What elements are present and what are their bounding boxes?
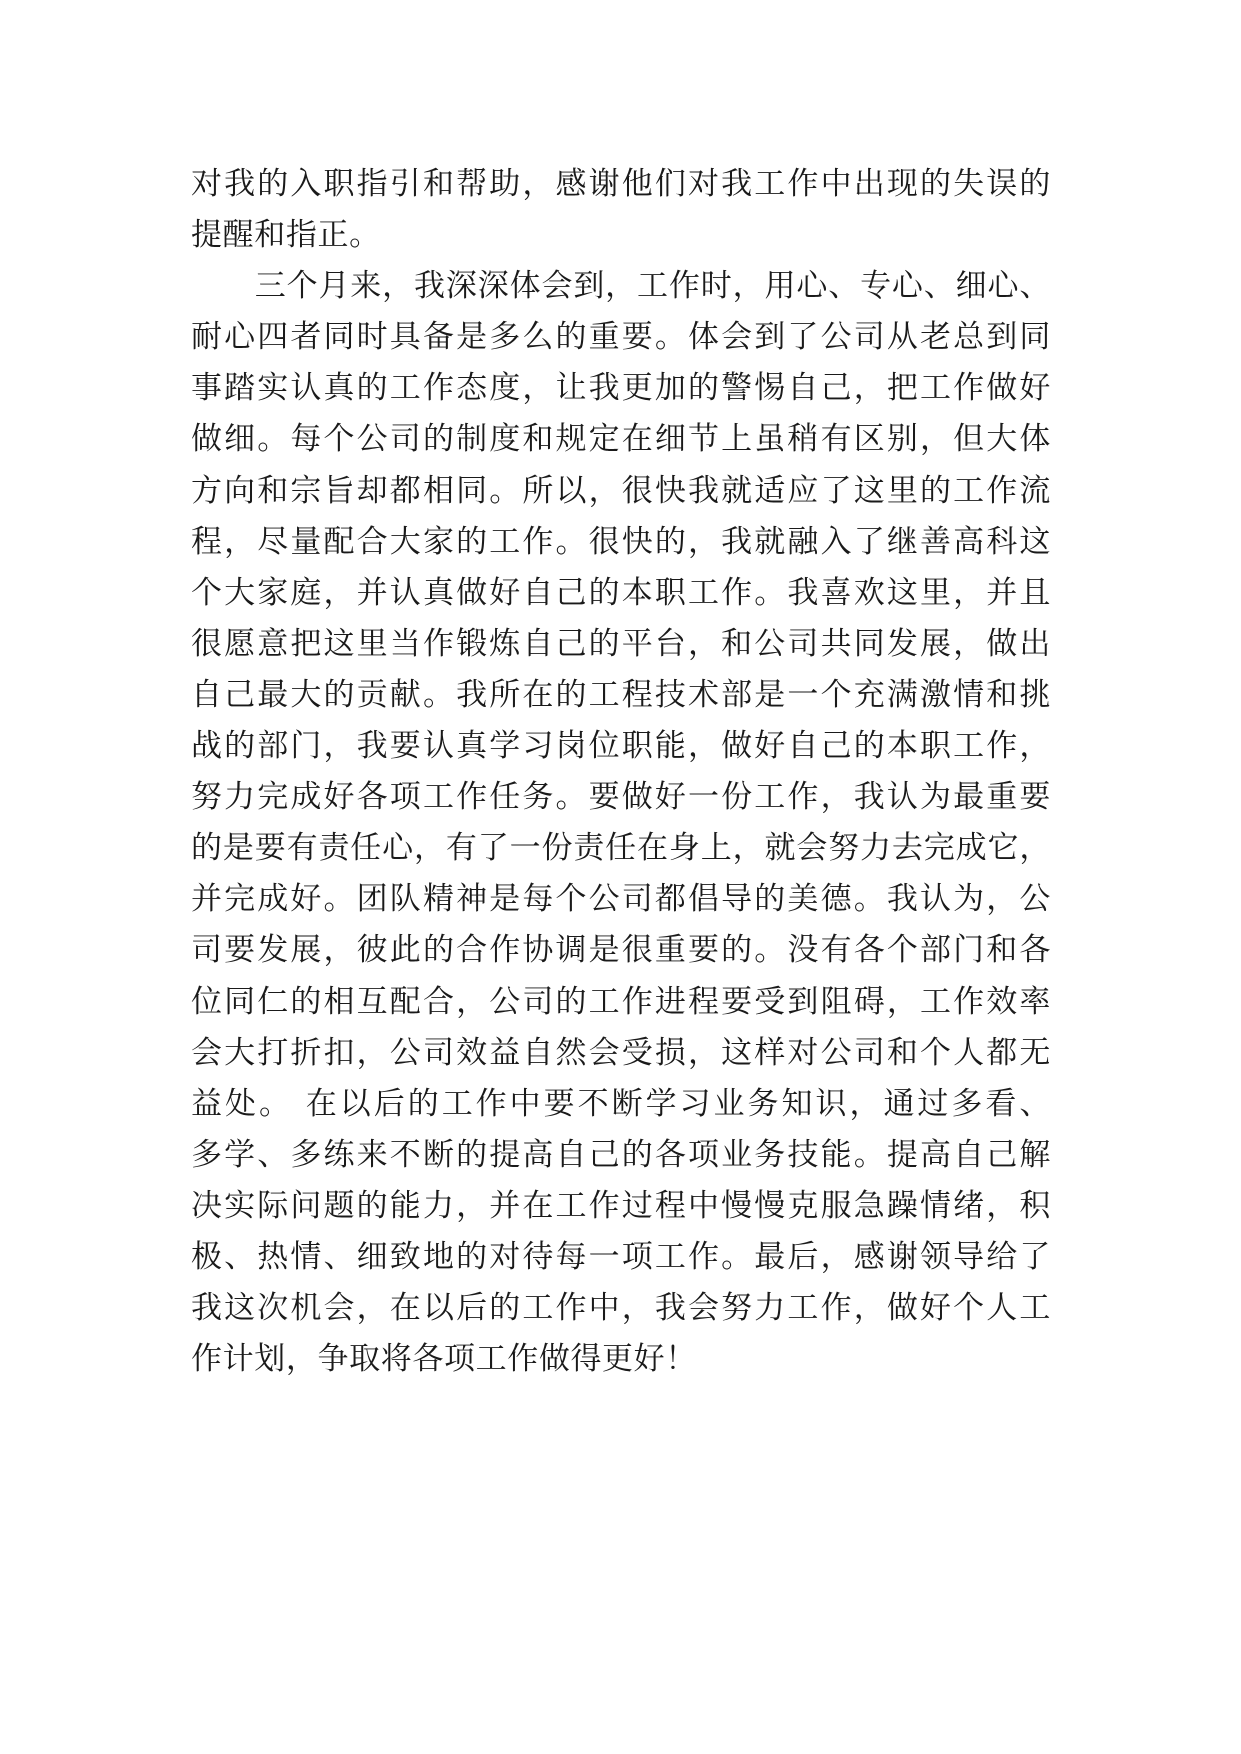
text-line: 提醒和指正。 — [191, 217, 381, 254]
text-line: 司要发展，彼此的合作协调是很重要的。没有各个部门和各 — [191, 932, 1051, 969]
text-line: 事踏实认真的工作态度，让我更加的警惕自己，把工作做好 — [191, 370, 1051, 407]
text-line: 战的部门，我要认真学习岗位职能，做好自己的本职工作， — [191, 728, 1051, 765]
text-line: 很愿意把这里当作锻炼自己的平台，和公司共同发展，做出 — [191, 625, 1051, 662]
text-line: 个大家庭，并认真做好自己的本职工作。我喜欢这里，并且 — [191, 574, 1051, 611]
text-line: 努力完成好各项工作任务。要做好一份工作，我认为最重要 — [191, 779, 1051, 816]
text-line: 三个月来，我深深体会到，工作时，用心、专心、细心、 — [191, 268, 1051, 305]
text-line: 极、热情、细致地的对待每一项工作。最后，感谢领导给了 — [191, 1238, 1051, 1275]
text-line: 耐心四者同时具备是多么的重要。体会到了公司从老总到同 — [191, 319, 1051, 356]
text-line: 益处。 在以后的工作中要不断学习业务知识，通过多看、 — [191, 1085, 1051, 1122]
text-line: 对我的入职指引和帮助，感谢他们对我工作中出现的失误的 — [191, 166, 1051, 202]
text-line: 自己最大的贡献。我所在的工程技术部是一个充满激情和挑 — [191, 676, 1051, 713]
text-line: 多学、多练来不断的提高自己的各项业务技能。提高自己解 — [191, 1136, 1051, 1173]
text-line: 我这次机会，在以后的工作中，我会努力工作，做好个人工 — [191, 1290, 1051, 1327]
text-line: 方向和宗旨却都相同。所以，很快我就适应了这里的工作流 — [191, 472, 1051, 509]
text-line: 决实际问题的能力，并在工作过程中慢慢克服急躁情绪，积 — [191, 1187, 1051, 1224]
text-line: 做细。每个公司的制度和规定在细节上虽稍有区别，但大体 — [191, 421, 1051, 458]
text-line: 并完成好。团队精神是每个公司都倡导的美德。我认为，公 — [191, 881, 1051, 918]
body-text — [191, 159, 1051, 1385]
text-line: 程，尽量配合大家的工作。很快的，我就融入了继善高科这 — [191, 523, 1051, 560]
text-line: 作计划，争取将各项工作做得更好！ — [191, 1341, 697, 1378]
text-line: 的是要有责任心，有了一份责任在身上，就会努力去完成它， — [191, 830, 1051, 867]
text-line: 位同仁的相互配合，公司的工作进程要受到阻碍，工作效率 — [191, 983, 1051, 1020]
text-line: 会大打折扣，公司效益自然会受损，这样对公司和个人都无 — [191, 1034, 1051, 1071]
